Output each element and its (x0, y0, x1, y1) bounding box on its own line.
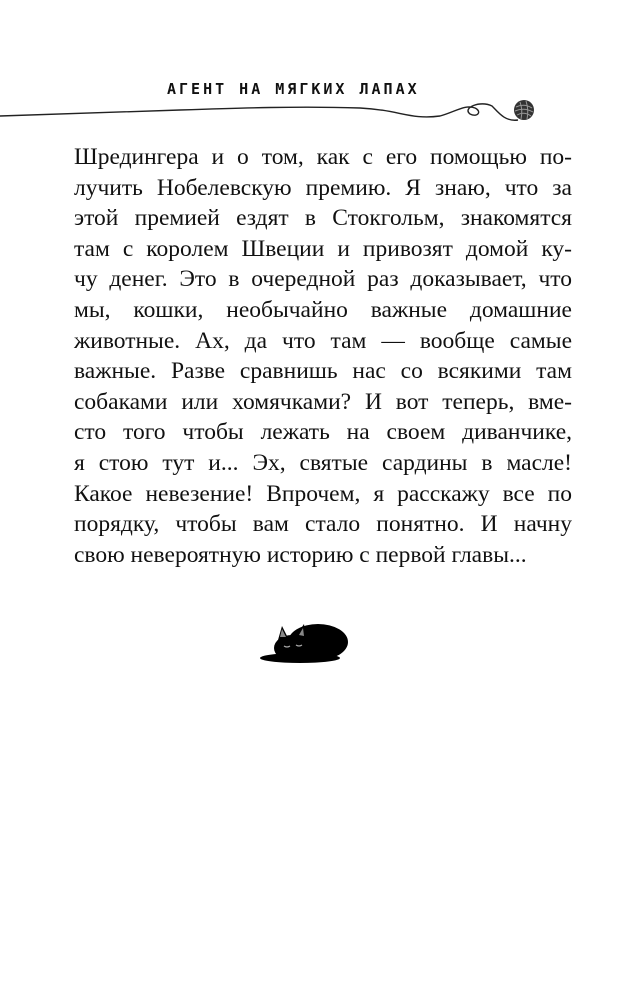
text-line: мы, кошки, необычайно важные домашние (74, 296, 572, 323)
text-line: этой премией ездят в Стокгольм, знакомятся (74, 205, 572, 232)
text-line: животные. Ах, да что там — вообще самые (74, 327, 572, 354)
text-line: Шредингера и о том, как с его помощью по- (74, 144, 572, 170)
text-line: собаками или хомячками? И вот теперь, вме- (74, 388, 572, 415)
text-line: сто того чтобы лежать на своем диванчике, (74, 419, 572, 446)
text-line: чу денег. Это в очередной раз доказывает, что (74, 266, 572, 293)
text-line: важные. Разве сравнишь нас со всякими там (74, 358, 572, 385)
text-line: Какое невезение! Впрочем, я расскажу все по (74, 480, 572, 507)
text-line: свою невероятную историю с первой главы... (74, 541, 527, 568)
text-line: лучить Нобелевскую премию. Я знаю, что за (74, 174, 572, 201)
running-header (0, 78, 644, 128)
sleeping-cat-icon (258, 612, 354, 664)
yarn-ball-icon (512, 98, 536, 122)
text-line: там с королем Швеции и привозят домой ку- (74, 235, 572, 262)
running-title: АГЕНТ НА МЯГКИХ ЛАПАХ (167, 80, 420, 98)
page-body-text (74, 142, 572, 570)
text-line: порядку, чтобы вам стало понятно. И начну (74, 511, 572, 538)
text-line: я стою тут и... Эх, святые сардины в масле! (74, 449, 572, 476)
